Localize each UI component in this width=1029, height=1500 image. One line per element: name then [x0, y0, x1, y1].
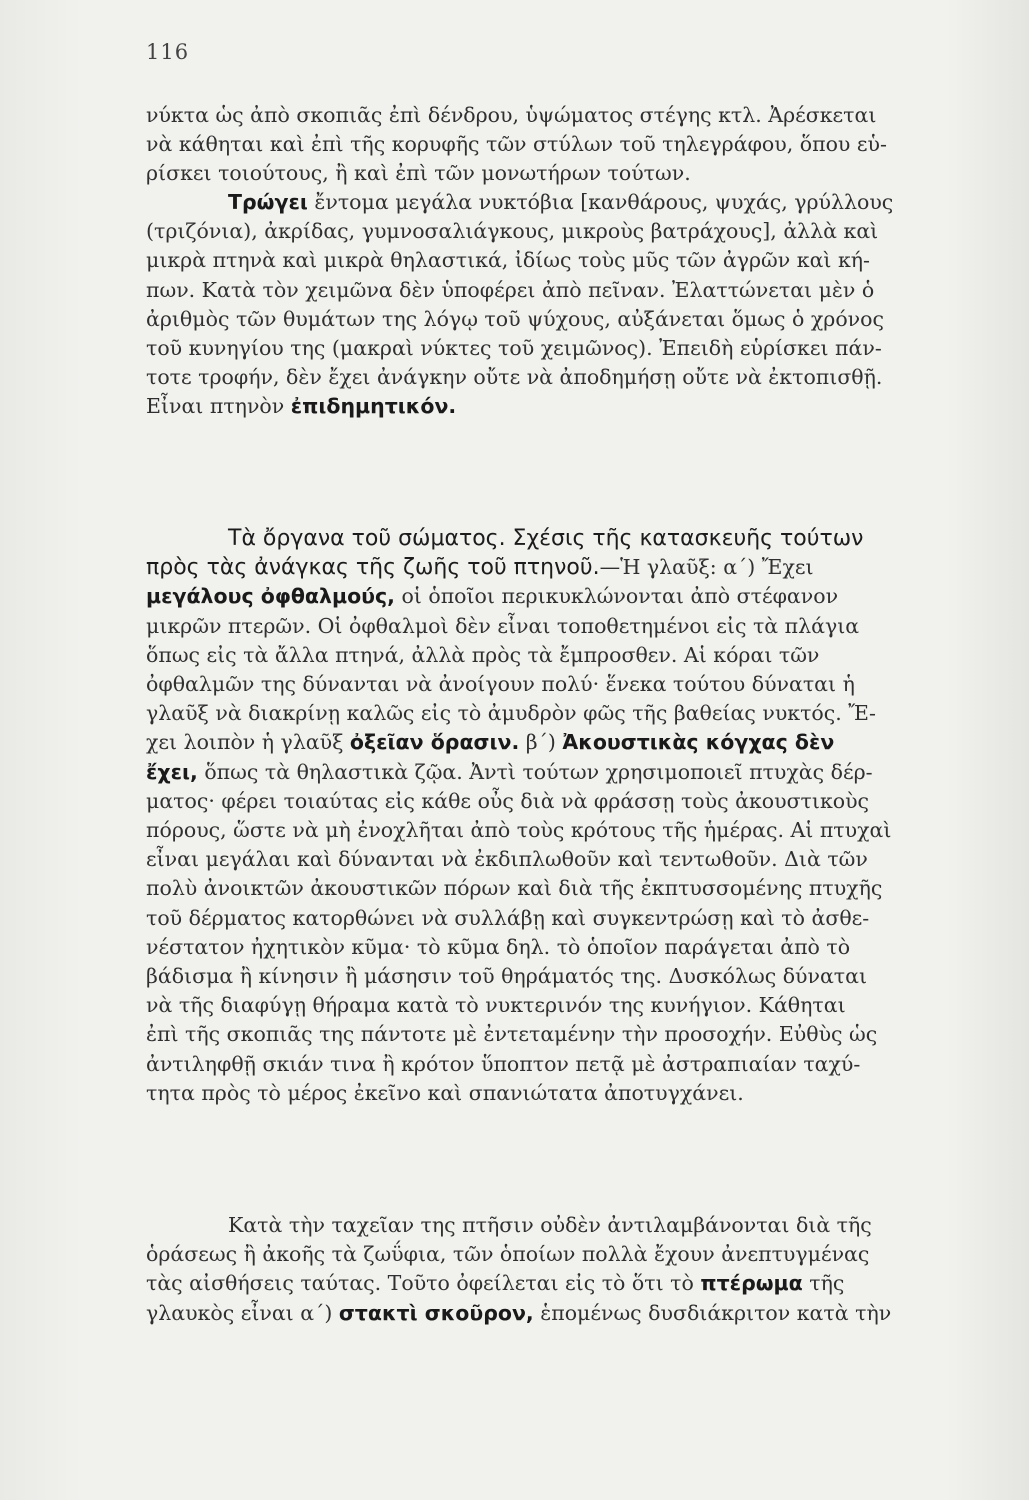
text-line — [146, 728, 996, 757]
text-line — [146, 758, 996, 787]
text-line: τοτε τροφήν, δὲν ἔχει ἀνάγκην οὔτε νὰ ἀποδημήσῃ οὔτε νὰ ἐκτοπισθῇ. — [146, 365, 883, 390]
text-line — [146, 553, 996, 582]
paragraph-continuation — [146, 101, 996, 189]
paragraph-feeding — [146, 188, 996, 422]
text-line: ἀριθμὸς τῶν θυμάτων της λόγῳ τοῦ ψύχους, αὐξάνεται ὅμως ὁ χρόνος — [146, 306, 884, 331]
text-run: Εἶναι πτηνὸν — [146, 394, 291, 419]
text-line: ὅπως εἰς τὰ ἄλλα πτηνά, ἀλλὰ πρὸς τὰ ἔμπροσθεν. Αἱ κόραι τῶν — [146, 642, 820, 667]
text-run: χει λοιπὸν ἡ γλαῦξ — [146, 730, 350, 755]
emphasis-term: πτέρωμα — [700, 1271, 803, 1296]
section-heading-cont: πρὸς τὰς ἀνάγκας τῆς ζωῆς τοῦ πτηνοῦ. — [146, 555, 600, 581]
text-line: γλαῦξ νὰ διακρίνῃ καλῶς εἰς τὸ ἀμυδρὸν φῶς τῆς βαθείας νυκτός. Ἔ- — [146, 701, 876, 726]
paragraph-plumage — [146, 1211, 996, 1328]
text-line: νὰ κάθηται καὶ ἐπὶ τῆς κορυφῆς τῶν στύλων τοῦ τηλεγράφου, ὅπου εὑ- — [146, 132, 887, 157]
text-line — [146, 188, 996, 217]
text-run: γλαυκὸς εἶναι α΄) — [146, 1300, 339, 1325]
emphasis-term: ὀξεῖαν ὅρασιν. — [349, 730, 520, 755]
text-line: μικρὰ πτηνὰ καὶ μικρὰ θηλαστικά, ἰδίως τοὺς μῦς τῶν ἀγρῶν καὶ κή- — [146, 248, 870, 273]
text-line: Κατὰ τὴν ταχεῖαν της πτῆσιν οὐδὲν ἀντιλαμβάνονται διὰ τῆς — [228, 1213, 872, 1237]
text-line: τοῦ δέρματος κατορθώνει νὰ συλλάβῃ καὶ συγκεντρώσῃ καὶ τὸ ἀσθε- — [146, 905, 870, 930]
text-run: ἔντομα μεγάλα νυκτόβια [κανθάρους, ψυχάς, γρύλλους — [307, 190, 894, 214]
text-run: οἱ ὁποῖοι περικυκλώνονται ἀπὸ στέφανον — [394, 584, 839, 609]
text-line: ὁράσεως ἢ ἀκοῆς τὰ ζωΰφια, τῶν ὁποίων πολλὰ ἔχουν ἀνεπτυγμένας — [146, 1242, 870, 1267]
text-line: εἶναι μεγάλαι καὶ δύνανται νὰ ἐκδιπλωθοῦν καὶ τεντωθοῦν. Διὰ τῶν — [146, 847, 868, 872]
paragraph-lead-word: Τρώγει — [228, 190, 308, 214]
emphasis-term: ἐπιδημητικόν. — [290, 394, 457, 419]
text-line: (τριζόνια), ἀκρίδας, γυμνοσαλιάγκους, μικροὺς βατράχους], ἀλλὰ καὶ — [146, 219, 879, 244]
text-line — [146, 1299, 996, 1328]
text-line: ματος· φέρει τοιαύτας εἰς κάθε οὖς διὰ νὰ φράσσῃ τοὺς ἀκουστικοὺς — [146, 788, 870, 813]
text-line: τοῦ κυνηγίου της (μακραὶ νύκτες τοῦ χειμῶνος). Ἐπειδὴ εὑρίσκει πάν- — [146, 336, 882, 361]
emphasis-term: μεγάλους ὀφθαλμούς, — [146, 584, 395, 609]
text-run: —Ἡ γλαῦξ: α΄) Ἔχει — [599, 555, 814, 580]
text-line: ἐπὶ τῆς σκοπιᾶς της πάντοτε μὲ ἐντεταμένην τὴν προσοχήν. Εὐθὺς ὡς — [146, 1022, 878, 1047]
text-line: πόρους, ὥστε νὰ μὴ ἐνοχλῆται ἀπὸ τοὺς κρότους τῆς ἡμέρας. Αἱ πτυχαὶ — [146, 818, 892, 843]
text-line: τητα πρὸς τὸ μέρος ἐκεῖνο καὶ σπανιώτατα ἀποτυγχάνει. — [146, 1080, 744, 1105]
text-line: ρίσκει τοιούτους, ἢ καὶ ἐπὶ τῶν μονωτήρων τούτων. — [146, 161, 691, 186]
emphasis-term: στακτὶ σκοῦρον, — [338, 1300, 534, 1325]
text-run: τῆς — [802, 1271, 845, 1296]
text-line: πων. Κατὰ τὸν χειμῶνα δὲν ὑποφέρει ἀπὸ πεῖναν. Ἐλαττώνεται μὲν ὁ — [146, 277, 875, 302]
text-line: νέστατον ἠχητικὸν κῦμα· τὸ κῦμα δηλ. τὸ ὁποῖον παράγεται ἀπὸ τὸ — [146, 934, 851, 959]
paragraph-body-organs — [146, 524, 996, 1108]
text-line — [146, 582, 996, 611]
emphasis-term: ἔχει, — [146, 759, 198, 784]
text-line: ἀντιληφθῇ σκιάν τινα ἢ κρότον ὕποπτον πετᾷ μὲ ἀστραπιαίαν ταχύ- — [146, 1051, 861, 1076]
text-line — [146, 1269, 996, 1298]
text-run: ἑπομένως δυσδιάκριτον κατὰ τὴν — [533, 1300, 892, 1325]
text-run: ὅπως τὰ θηλαστικὰ ζῷα. Ἀντὶ τούτων χρησιμοποιεῖ πτυχὰς δέρ- — [197, 759, 873, 784]
text-line: νὰ τῆς διαφύγῃ θήραμα κατὰ τὸ νυκτερινόν της κυνήγιον. Κάθηται — [146, 993, 846, 1018]
text-run: τὰς αἰσθήσεις ταύτας. Τοῦτο ὀφείλεται εἰς τὸ ὅτι τὸ — [146, 1271, 701, 1296]
section-heading: Τὰ ὄργανα τοῦ σώματος. Σχέσις τῆς κατασκευῆς τούτων — [228, 526, 864, 551]
text-line: βάδισμα ἢ κίνησιν ἢ μάσησιν τοῦ θηράματός της. Δυσκόλως δύναται — [146, 964, 868, 989]
text-run: β΄) — [519, 730, 563, 755]
text-line: ὀφθαλμῶν της δύνανται νὰ ἀνοίγουν πολύ· ἕνεκα τούτου δύναται ἡ — [146, 672, 855, 697]
text-line: πολὺ ἀνοικτῶν ἀκουστικῶν πόρων καὶ διὰ τῆς ἐκπτυσσομένης πτυχῆς — [146, 876, 883, 901]
text-line — [146, 392, 996, 421]
text-line: νύκτα ὡς ἀπὸ σκοπιᾶς ἐπὶ δένδρου, ὑψώματος στέγης κτλ. Ἀρέσκεται — [146, 103, 877, 127]
text-line: μικρῶν πτερῶν. Οἱ ὀφθαλμοὶ δὲν εἶναι τοποθετημένοι εἰς τὰ πλάγια — [146, 613, 860, 638]
emphasis-term: Ἀκουστικὰς κόγχας δὲν — [562, 730, 835, 755]
page-number: 116 — [146, 40, 190, 64]
